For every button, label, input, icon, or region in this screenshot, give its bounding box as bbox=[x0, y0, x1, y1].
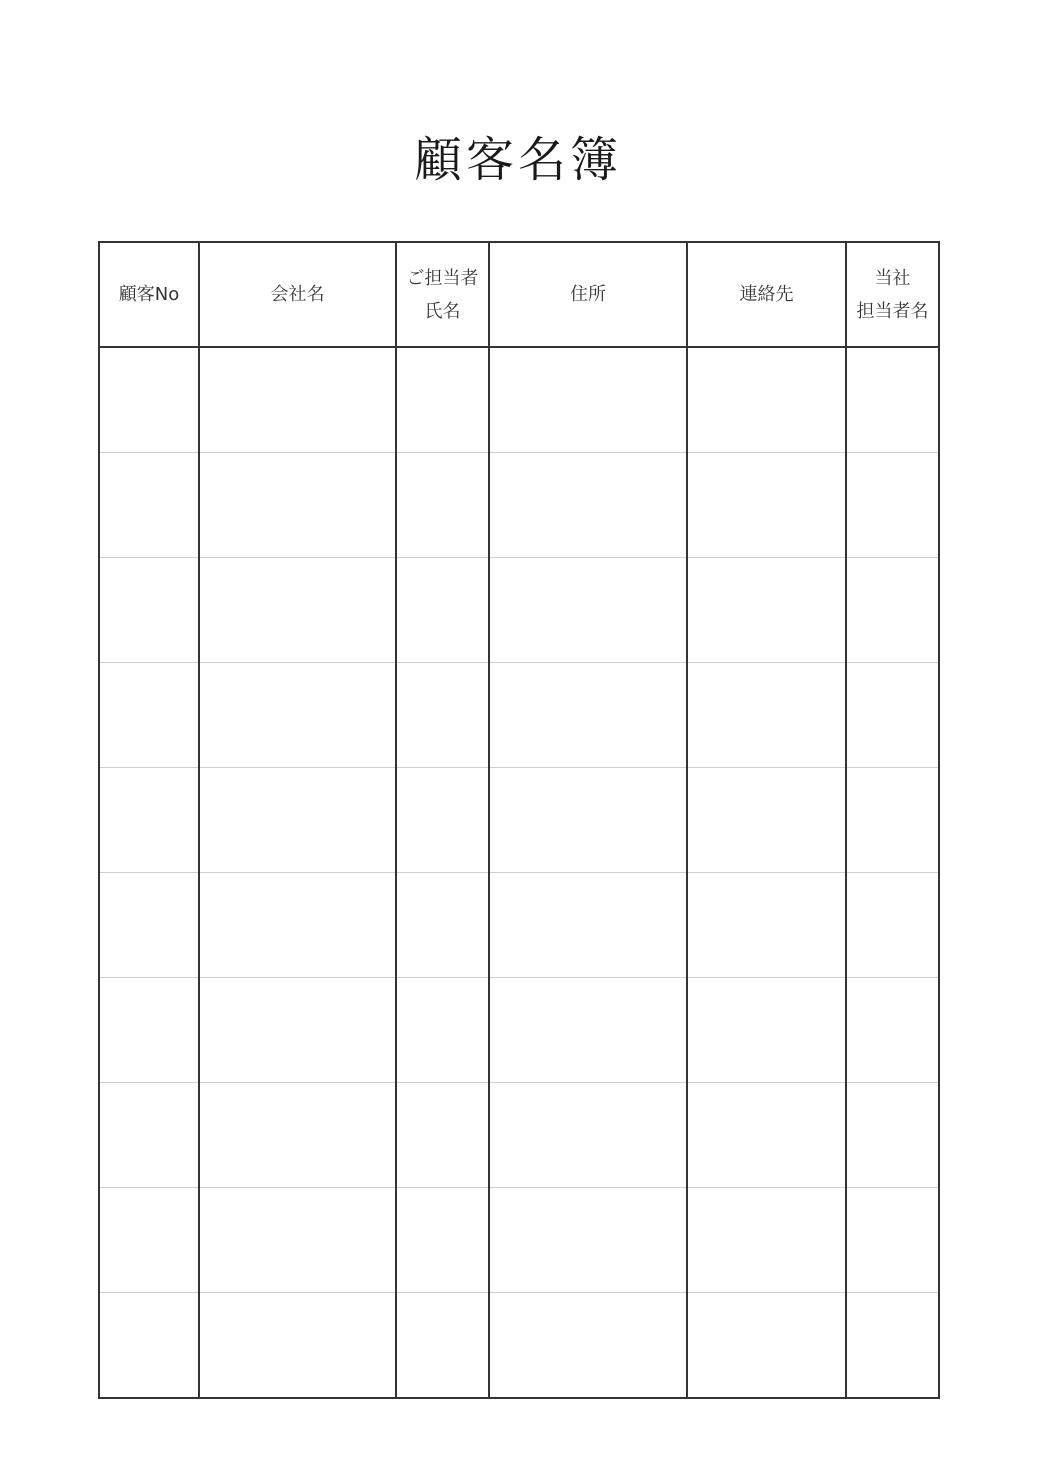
table-cell[interactable] bbox=[396, 663, 489, 768]
table-cell[interactable] bbox=[199, 1188, 396, 1293]
table-cell[interactable] bbox=[846, 978, 939, 1083]
table-cell[interactable] bbox=[396, 978, 489, 1083]
header-contact-info bbox=[687, 242, 846, 347]
table-cell[interactable] bbox=[846, 873, 939, 978]
table-cell[interactable] bbox=[489, 453, 687, 558]
table-row bbox=[99, 347, 939, 453]
table-cell[interactable] bbox=[489, 347, 687, 453]
table-row bbox=[99, 1083, 939, 1188]
table-cell[interactable] bbox=[396, 1293, 489, 1399]
table-row bbox=[99, 663, 939, 768]
header-contact-person bbox=[396, 242, 489, 347]
table-cell[interactable] bbox=[687, 978, 846, 1083]
header-label: 当社 bbox=[874, 267, 911, 289]
table-cell[interactable] bbox=[846, 663, 939, 768]
table-cell[interactable] bbox=[489, 1083, 687, 1188]
table-cell[interactable] bbox=[99, 663, 199, 768]
table-cell[interactable] bbox=[199, 663, 396, 768]
table-cell[interactable] bbox=[396, 558, 489, 663]
table-cell[interactable] bbox=[99, 768, 199, 873]
header-company-name bbox=[199, 242, 396, 347]
table-cell[interactable] bbox=[396, 347, 489, 453]
table-cell[interactable] bbox=[199, 873, 396, 978]
table-row bbox=[99, 1293, 939, 1399]
table-cell[interactable] bbox=[396, 873, 489, 978]
table-cell[interactable] bbox=[99, 873, 199, 978]
table-row bbox=[99, 558, 939, 663]
table-cell[interactable] bbox=[687, 768, 846, 873]
table-cell[interactable] bbox=[846, 768, 939, 873]
header-label: 連絡先 bbox=[739, 284, 794, 305]
header-address bbox=[489, 242, 687, 347]
table-header-row bbox=[99, 242, 939, 347]
table-cell[interactable] bbox=[687, 453, 846, 558]
table-cell[interactable] bbox=[199, 1293, 396, 1399]
header-label: 氏名 bbox=[424, 300, 461, 322]
table-cell[interactable] bbox=[846, 558, 939, 663]
table-cell[interactable] bbox=[99, 347, 199, 453]
table-cell[interactable] bbox=[489, 1188, 687, 1293]
table-cell[interactable] bbox=[846, 1083, 939, 1188]
table-cell[interactable] bbox=[99, 558, 199, 663]
table-cell[interactable] bbox=[396, 1083, 489, 1188]
table-cell[interactable] bbox=[489, 1293, 687, 1399]
table-cell[interactable] bbox=[99, 1293, 199, 1399]
header-label: 住所 bbox=[570, 284, 606, 305]
table-cell[interactable] bbox=[199, 347, 396, 453]
table-row bbox=[99, 768, 939, 873]
table-cell[interactable] bbox=[687, 1188, 846, 1293]
table-cell[interactable] bbox=[396, 453, 489, 558]
table-cell[interactable] bbox=[199, 978, 396, 1083]
table-cell[interactable] bbox=[199, 768, 396, 873]
table-cell[interactable] bbox=[489, 663, 687, 768]
table-cell[interactable] bbox=[489, 558, 687, 663]
table-cell[interactable] bbox=[687, 347, 846, 453]
table-cell[interactable] bbox=[687, 1083, 846, 1188]
table-cell[interactable] bbox=[396, 1188, 489, 1293]
table-cell[interactable] bbox=[687, 663, 846, 768]
table-cell[interactable] bbox=[99, 1188, 199, 1293]
table-cell[interactable] bbox=[489, 873, 687, 978]
table-cell[interactable] bbox=[846, 453, 939, 558]
header-staff-in-charge bbox=[846, 242, 939, 347]
table-cell[interactable] bbox=[199, 453, 396, 558]
table-row bbox=[99, 873, 939, 978]
table-row bbox=[99, 453, 939, 558]
table-cell[interactable] bbox=[687, 1293, 846, 1399]
header-label: 担当者名 bbox=[856, 300, 929, 322]
header-label: 顧客No bbox=[118, 284, 180, 305]
page-title: 顧客名簿 bbox=[413, 132, 622, 188]
table-cell[interactable] bbox=[489, 768, 687, 873]
table-row bbox=[99, 1188, 939, 1293]
table-cell[interactable] bbox=[687, 873, 846, 978]
table-cell[interactable] bbox=[99, 978, 199, 1083]
table-cell[interactable] bbox=[687, 558, 846, 663]
table-cell[interactable] bbox=[99, 1083, 199, 1188]
customer-roster-table bbox=[98, 241, 940, 1399]
header-label: ご担当者 bbox=[406, 267, 479, 289]
table-cell[interactable] bbox=[846, 1188, 939, 1293]
table-body bbox=[99, 347, 939, 1398]
header-customer-no bbox=[99, 242, 199, 347]
table-cell[interactable] bbox=[199, 558, 396, 663]
table-cell[interactable] bbox=[846, 1293, 939, 1399]
table-cell[interactable] bbox=[846, 347, 939, 453]
table-cell[interactable] bbox=[396, 768, 489, 873]
table-cell[interactable] bbox=[199, 1083, 396, 1188]
table-cell[interactable] bbox=[99, 453, 199, 558]
table-row bbox=[99, 978, 939, 1083]
header-label: 会社名 bbox=[270, 284, 325, 305]
table-cell[interactable] bbox=[489, 978, 687, 1083]
